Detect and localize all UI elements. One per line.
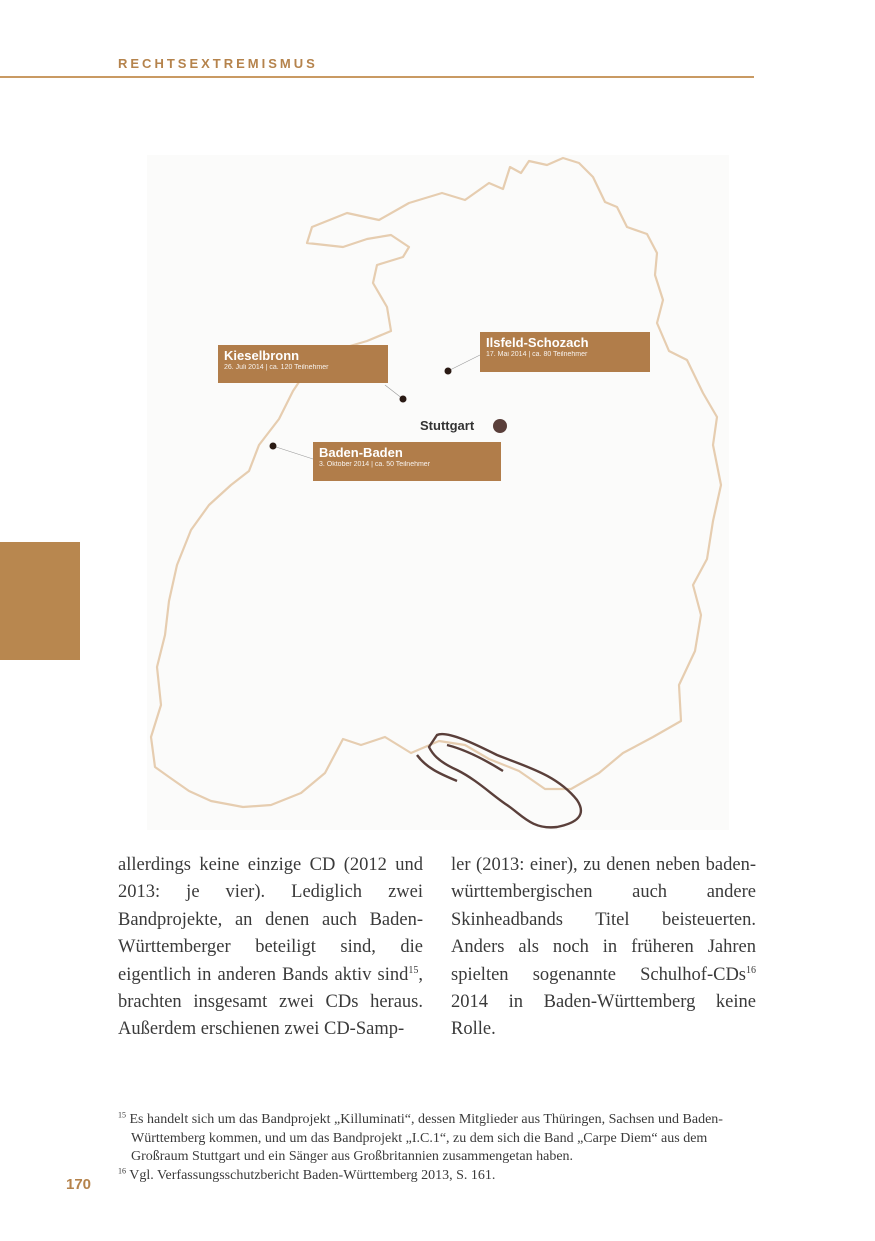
footnote-15 [118,1111,738,1167]
chapter-tab-marker [0,542,80,660]
footnote-number: 16 [118,1165,126,1175]
running-head: RECHTSEXTREMISMUS [118,56,318,71]
kieselbronn-marker [400,396,407,403]
callout-place-name: Baden-Baden [319,445,403,460]
capital-label: Stuttgart [420,418,475,433]
callout-event-info: 17. Mai 2014 | ca. 80 Teilnehmer [486,351,588,358]
callout-ilsfeld-schozach [480,332,650,372]
baden-baden-leader [273,446,313,459]
footnote-text: Es handelt sich um das Bandprojekt „Killuminati“, dessen Mitglieder aus Thüringen, Sachsen und Baden-Württemberg kommen, und um das Bandprojekt „I.C.1“, zu dem sich die Band „Carpe Diem“ aus dem Großraum Stuttgart und ein Sänger aus Großbritannien zusammengetan haben. [129,1112,723,1164]
callout-place-name: Kieselbronn [224,348,300,363]
callout-event-info: 26. Juli 2014 | ca. 120 Teilnehmer [224,364,329,371]
callout-event-info: 3. Oktober 2014 | ca. 50 Teilnehmer [319,461,431,468]
text-column-left [118,852,423,1044]
footnote-number: 15 [118,1110,126,1120]
event-map [147,155,729,830]
footnote-16 [118,1167,738,1186]
ilsfeld-marker [445,368,452,375]
baden-wuerttemberg-map [147,155,729,830]
baden-baden-marker [270,443,277,450]
lake-constance [417,734,581,827]
callout-baden-baden [313,442,501,481]
right-column-text-a: ler (2013: einer), zu denen neben baden-württembergischen auch andere Skinheadbands Titel beisteuerten. Anders als noch in früheren Jahren spielten sogenannte Schulhof-CDs [451,855,756,985]
page-number: 170 [66,1176,92,1193]
header-rule [0,76,754,78]
footnotes [118,1111,738,1185]
ilsfeld-leader [448,355,480,371]
right-column-text-b: 2014 in Baden-Württemberg keine Rolle. [451,992,756,1040]
footnote-text: Vgl. Verfassungsschutzbericht Baden-Württemberg 2013, S. 161. [129,1167,496,1183]
text-column-right [451,852,756,1044]
stuttgart-capital-marker [493,419,507,433]
footnote-ref-15: 15 [408,964,419,976]
left-column-text-b: , brachten insgesamt zwei CDs heraus. Außerdem erschienen zwei CD-Samp- [118,964,423,1040]
callout-place-name: Ilsfeld-Schozach [486,335,589,350]
state-outline [151,158,721,807]
left-column-text-a: allerdings keine einzige CD (2012 und 2013: je vier). Lediglich zwei Bandprojekte, an denen auch Baden-Württemberger beteiligt sind, die eigentlich in anderen Bands aktiv sind [118,855,423,985]
footnote-ref-16: 16 [746,964,756,976]
callout-kieselbronn [218,345,388,383]
